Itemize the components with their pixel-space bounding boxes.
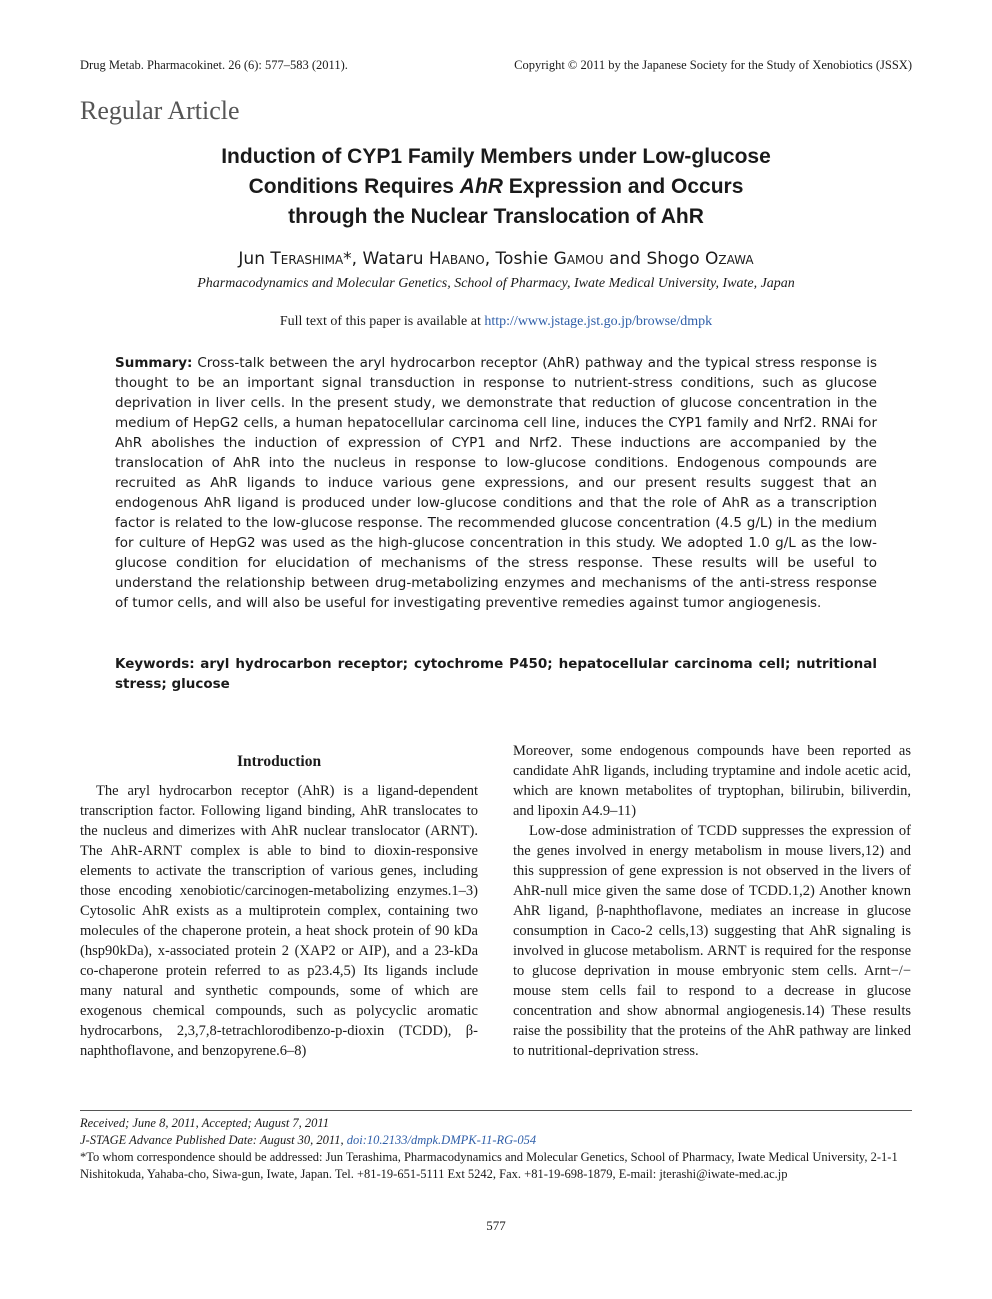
intro-paragraph-2: Low-dose administration of TCDD suppresses the expression of the genes involved in energy metabolism in mouse livers,12) and this suppression of gene expression is not observed in the livers of AhR-null mice given the same dose of TCDD.1,2) Another known AhR ligand, β-naphthoflavone, mediates an increase in glucose consumption in Caco-2 cells,13) suggesting that AhR signaling is involved in glucose metabolism. ARNT is required for the response to glucose deprivation in mouse embryonic stem cells. Arnt−/− mouse stem cells fail to respond to a decrease in glucose concentration and show abnormal angiogenesis.14) These results raise the possibility that the proteins of the AhR pathway are linked to nutritional-deprivation stress. [513, 823, 911, 1059]
left-column [80, 741, 478, 1061]
intro-paragraph-continued: Moreover, some endogenous compounds have been reported as candidate AhR ligands, including tryptamine and indole acetic acid, which are known metabolites of tryptophan, bilirubin, biliverdin, and lipoxin A4.9–11) [513, 743, 911, 819]
summary-block [115, 353, 877, 613]
correspondence-note: *To whom correspondence should be addressed: Jun Terashima, Pharmacodynamics and Molecular Genetics, School of Pharmacy, Iwate Medical University, 2-1-1 Nishitokuda, Yahaba-cho, Siwa-gun, Iwate, Japan. Tel. +81-19-651-5111 Ext 5242, Fax. +81-19-698-1879, E-mail: jterashi@iwate-med.ac.jp [80, 1150, 898, 1181]
keywords-block [115, 654, 877, 694]
author-list [0, 249, 992, 269]
section-heading-introduction: Introduction [236, 753, 322, 770]
page-number: 577 [486, 1218, 506, 1233]
summary-text: Cross-talk between the aryl hydrocarbon receptor (AhR) pathway and the typical stress response is thought to be an important signal transduction in response to nutrient-stress conditions, such as glucose deprivation in liver cells. In the present study, we demonstrate that reduction of glucose concentration in the medium of HepG2 cells, a human hepatocellular carcinoma cell line, induces the CYP1 family and Nrf2. RNAi for AhR abolishes the induction of expression of CYP1 and Nrf2. These inductions are accompanied by the translocation of AhR into the nucleus in response to low-glucose conditions. Endogenous compounds are recruited as AhR ligands to induce various gene expressions, and our present results suggest that an endogenous AhR ligand is produced under low-glucose conditions and that the role of AhR as a transcription factor is related to the low-glucose response. The recommended glucose concentration (4.5 g/L) in the medium for culture of HepG2 was used as the high-glucose concentration in this study. We adopted 1.0 g/L as the low-glucose condition for elucidation of mechanisms of the stress response. These results will be useful to understand the relationship between drug-metabolizing enzymes and mechanisms of the anti-stress response of tumor cells, and will also be useful for investigating preventive remedies against tumor angiogenesis. [115, 355, 877, 611]
author-separator: and [603, 249, 647, 269]
title-line-2-post: Expression and Occurs [502, 175, 744, 198]
jstage-publication [80, 1132, 912, 1149]
keywords-label: Keywords: [115, 656, 195, 672]
article-title [100, 142, 892, 232]
summary-label: Summary: [115, 355, 193, 371]
author-family: Habano [428, 249, 485, 269]
title-line-2-gene: AhR [459, 175, 503, 198]
author-given: Shogo [646, 249, 705, 269]
section-label: Regular Article [80, 96, 240, 125]
author-separator: , [484, 249, 496, 269]
author-given: Jun [238, 249, 271, 269]
jstage-label: J-STAGE Advance Published Date: August 30, 2011, [80, 1133, 347, 1147]
author-family: Ozawa [705, 249, 754, 269]
title-line-2-pre: Conditions Requires [248, 175, 460, 198]
keywords-text: aryl hydrocarbon receptor; cytochrome P450; hepatocellular carcinoma cell; nutritional stress; glucose [115, 656, 877, 692]
journal-citation: Drug Metab. Pharmacokinet. 26 (6): 577–583 (2011). [80, 58, 348, 72]
received-dates: Received; June 8, 2011, Accepted; August 7, 2011 [80, 1116, 329, 1130]
copyright-notice: Copyright © 2011 by the Japanese Society for the Study of Xenobiotics (JSSX) [514, 58, 912, 72]
author-family: Terashima [270, 249, 344, 269]
author-family: Gamou [553, 249, 604, 269]
intro-paragraph-1: The aryl hydrocarbon receptor (AhR) is a ligand-dependent transcription factor. Following ligand binding, AhR translocates to the nucleus and dimerizes with AhR nuclear translocator (ARNT). The AhR-ARNT complex is able to bind to dioxin-responsive elements to activate the transcription of various genes, including those encoding xenobiotic/carcinogen-metabolizing enzymes.1–3) Cytosolic AhR exists as a multiprotein complex, containing two molecules of the chaperone protein, a heat shock protein of 90 kDa (hsp90kDa), x-associated protein 2 (XAP2 or AIP), and a 23-kDa co-chaperone protein referred to as p23.4,5) Its ligands include many natural and synthetic compounds, some of which are exogenous chemical compounds, such as polycyclic aromatic hydrocarbons, 2,3,7,8-tetrachlorodibenzo-p-dioxin (TCDD), β-naphthoflavone, and benzopyrene.6–8) [80, 783, 478, 1059]
right-column [513, 741, 911, 1061]
fulltext-notice [0, 314, 992, 330]
title-line-1: Induction of CYP1 Family Members under Low-glucose [221, 145, 771, 168]
footnote-divider [80, 1110, 912, 1111]
affiliation: Pharmacodynamics and Molecular Genetics, School of Pharmacy, Iwate Medical University, Iwate, Japan [197, 276, 795, 291]
author-given: Wataru [362, 249, 429, 269]
doi-link[interactable]: doi:10.2133/dmpk.DMPK-11-RG-054 [346, 1133, 537, 1147]
fulltext-label: Full text of this paper is available at [279, 314, 485, 329]
title-line-3: through the Nuclear Translocation of AhR [288, 205, 704, 228]
footnotes [80, 1115, 912, 1183]
author-given: Toshie [495, 249, 554, 269]
fulltext-link[interactable]: http://www.jstage.jst.go.jp/browse/dmpk [484, 314, 713, 329]
author-separator: *, [343, 249, 363, 269]
